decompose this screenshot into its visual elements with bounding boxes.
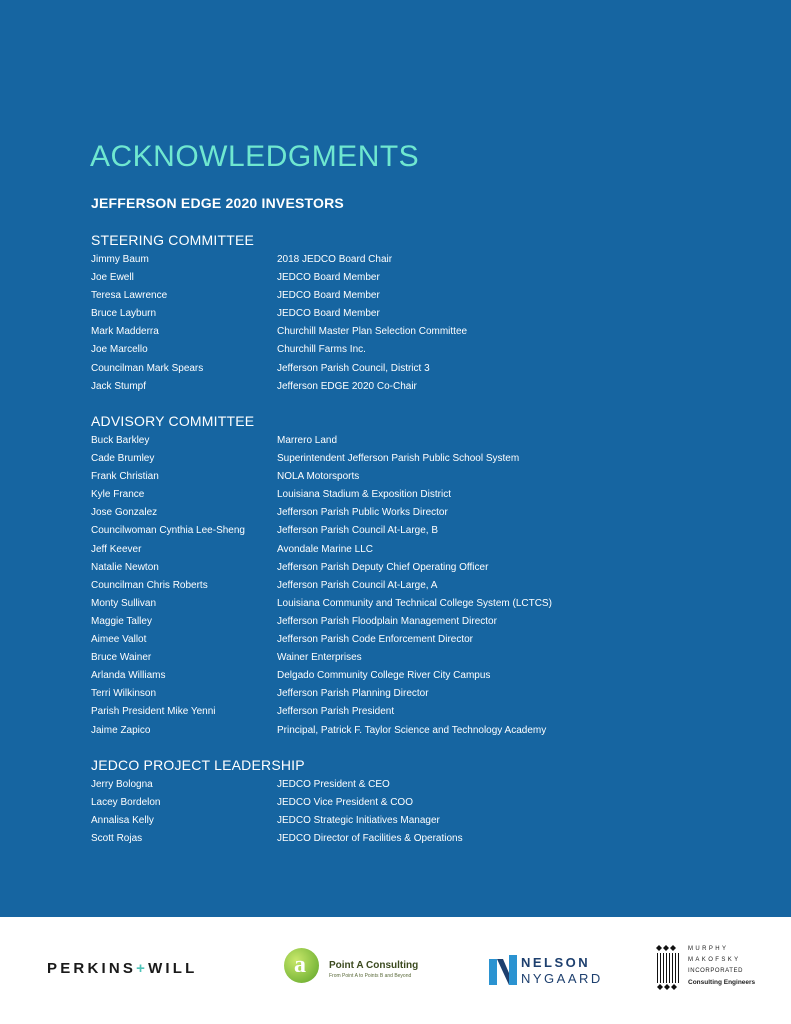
member-row — [91, 613, 771, 631]
member-name: Natalie Newton — [91, 561, 159, 573]
nelson-nygaard-logo — [489, 955, 609, 987]
member-role: Principal, Patrick F. Taylor Science and Technology Academy — [277, 724, 547, 736]
member-role: Avondale Marine LLC — [277, 543, 373, 555]
member-role: Jefferson Parish President — [277, 706, 395, 718]
jedco-leadership-heading: JEDCO PROJECT LEADERSHIP — [91, 757, 305, 773]
member-row — [91, 486, 771, 504]
member-row — [91, 341, 771, 359]
point-a-letter: a — [294, 952, 306, 978]
member-role: Churchill Farms Inc. — [277, 344, 366, 356]
page-title: ACKNOWLEDGMENTS — [90, 140, 420, 173]
member-name: Frank Christian — [91, 471, 159, 483]
member-name: Joe Ewell — [91, 272, 134, 284]
member-name: Buck Barkley — [91, 435, 150, 446]
member-name: Jerry Bologna — [91, 779, 153, 790]
member-row — [91, 649, 771, 667]
member-role: Jefferson Parish Planning Director — [277, 688, 429, 700]
member-name: Councilman Mark Spears — [91, 362, 204, 374]
member-role: JEDCO Director of Facilities & Operations — [277, 833, 463, 845]
advisory-committee-section — [91, 412, 771, 740]
member-role: Wainer Enterprises — [277, 652, 362, 664]
member-row — [91, 667, 771, 685]
member-row — [91, 323, 771, 341]
member-name: Aimee Vallot — [91, 634, 147, 646]
member-row — [91, 269, 771, 287]
point-a-tagline: From Point A to Points B and Beyond — [329, 973, 412, 979]
member-row — [91, 541, 771, 559]
member-role: JEDCO Board Member — [277, 272, 380, 284]
member-role: Jefferson Parish Code Enforcement Director — [277, 634, 474, 646]
nelson-text: NELSON — [521, 955, 591, 970]
advisory-committee-heading: ADVISORY COMMITTEE — [91, 413, 255, 429]
member-row — [91, 703, 771, 721]
member-row — [91, 287, 771, 305]
member-role: Jefferson Parish Deputy Chief Operating Officer — [277, 561, 489, 573]
nygaard-text: NYGAARD — [521, 971, 603, 986]
nelson-n-icon — [489, 955, 517, 985]
member-row — [91, 522, 771, 540]
member-role: 2018 JEDCO Board Chair — [277, 254, 393, 265]
member-row — [91, 595, 771, 613]
member-role: Jefferson Parish Council, District 3 — [277, 362, 430, 374]
member-row — [91, 468, 771, 486]
member-role: Jefferson Parish Council At-Large, B — [277, 525, 439, 537]
member-role: Louisiana Stadium & Exposition District — [277, 489, 451, 501]
member-row — [91, 685, 771, 703]
member-role: JEDCO Vice President & COO — [277, 797, 413, 809]
member-name: Parish President Mike Yenni — [91, 706, 216, 718]
member-role: Jefferson Parish Council At-Large, A — [277, 579, 438, 591]
member-row — [91, 378, 771, 396]
steering-committee-heading: STEERING COMMITTEE — [91, 232, 255, 248]
member-row — [91, 305, 771, 323]
murphy-text: MURPHY — [688, 946, 729, 952]
jedco-leadership-section — [91, 756, 771, 848]
member-row — [91, 776, 771, 794]
member-name: Bruce Layburn — [91, 308, 157, 320]
member-name: Jose Gonzalez — [91, 507, 158, 519]
member-name: Teresa Lawrence — [91, 290, 168, 302]
member-role: Marrero Land — [277, 435, 338, 446]
member-role: JEDCO Strategic Initiatives Manager — [277, 815, 440, 827]
plus-sign: + — [136, 960, 149, 977]
murphy-bars-icon — [654, 944, 686, 992]
member-name: Lacey Bordelon — [91, 797, 161, 809]
member-row — [91, 251, 771, 269]
member-name: Jeff Keever — [91, 543, 142, 555]
makofsky-text: MAKOFSKY — [688, 957, 741, 963]
member-name: Jaime Zapico — [91, 724, 151, 736]
murphy-makofsky-logo — [654, 944, 754, 992]
member-name: Jimmy Baum — [91, 254, 149, 265]
member-row — [91, 577, 771, 595]
member-role: Delgado Community College River City Campus — [277, 670, 491, 682]
member-name: Monty Sullivan — [91, 597, 157, 609]
member-role: Jefferson Parish Public Works Director — [277, 507, 448, 519]
member-row — [91, 360, 771, 378]
member-name: Arlanda Williams — [91, 670, 166, 682]
member-name: Councilman Chris Roberts — [91, 579, 208, 591]
steering-committee-section — [91, 231, 771, 396]
point-a-consulting-logo — [284, 948, 434, 984]
member-role: Churchill Master Plan Selection Committee — [277, 326, 468, 338]
member-name: Councilwoman Cynthia Lee-Sheng — [91, 525, 245, 537]
member-row — [91, 722, 771, 740]
member-row — [91, 559, 771, 577]
member-row — [91, 830, 771, 848]
member-role: NOLA Motorsports — [277, 471, 360, 483]
member-name: Mark Madderra — [91, 326, 159, 338]
perkins-will-logo — [47, 960, 198, 977]
member-role: JEDCO President & CEO — [277, 779, 390, 790]
member-row — [91, 504, 771, 522]
member-name: Scott Rojas — [91, 833, 143, 845]
member-row — [91, 432, 771, 450]
perkins-text: PERKINS — [47, 960, 137, 977]
member-role: Jefferson EDGE 2020 Co-Chair — [277, 380, 417, 392]
member-role: JEDCO Board Member — [277, 290, 380, 302]
member-name: Maggie Talley — [91, 615, 152, 627]
member-name: Bruce Wainer — [91, 652, 152, 664]
member-row — [91, 812, 771, 830]
consulting-engineers-text: Consulting Engineers — [688, 979, 756, 986]
member-role: JEDCO Board Member — [277, 308, 380, 320]
member-name: Kyle France — [91, 489, 145, 501]
member-role: Jefferson Parish Floodplain Management Director — [277, 615, 497, 627]
member-name: Jack Stumpf — [91, 380, 147, 392]
member-role: Louisiana Community and Technical College System (LCTCS) — [277, 597, 552, 609]
investors-heading: JEFFERSON EDGE 2020 INVESTORS — [91, 195, 344, 211]
incorporated-text: INCORPORATED — [688, 968, 744, 974]
member-name: Terri Wilkinson — [91, 688, 157, 700]
member-name: Annalisa Kelly — [91, 815, 154, 827]
will-text: WILL — [148, 960, 198, 977]
member-role: Superintendent Jefferson Parish Public School System — [277, 453, 520, 465]
member-row — [91, 450, 771, 468]
point-a-name: Point A Consulting — [329, 960, 419, 971]
member-name: Cade Brumley — [91, 453, 155, 465]
member-name: Joe Marcello — [91, 344, 148, 356]
member-row — [91, 794, 771, 812]
member-row — [91, 631, 771, 649]
